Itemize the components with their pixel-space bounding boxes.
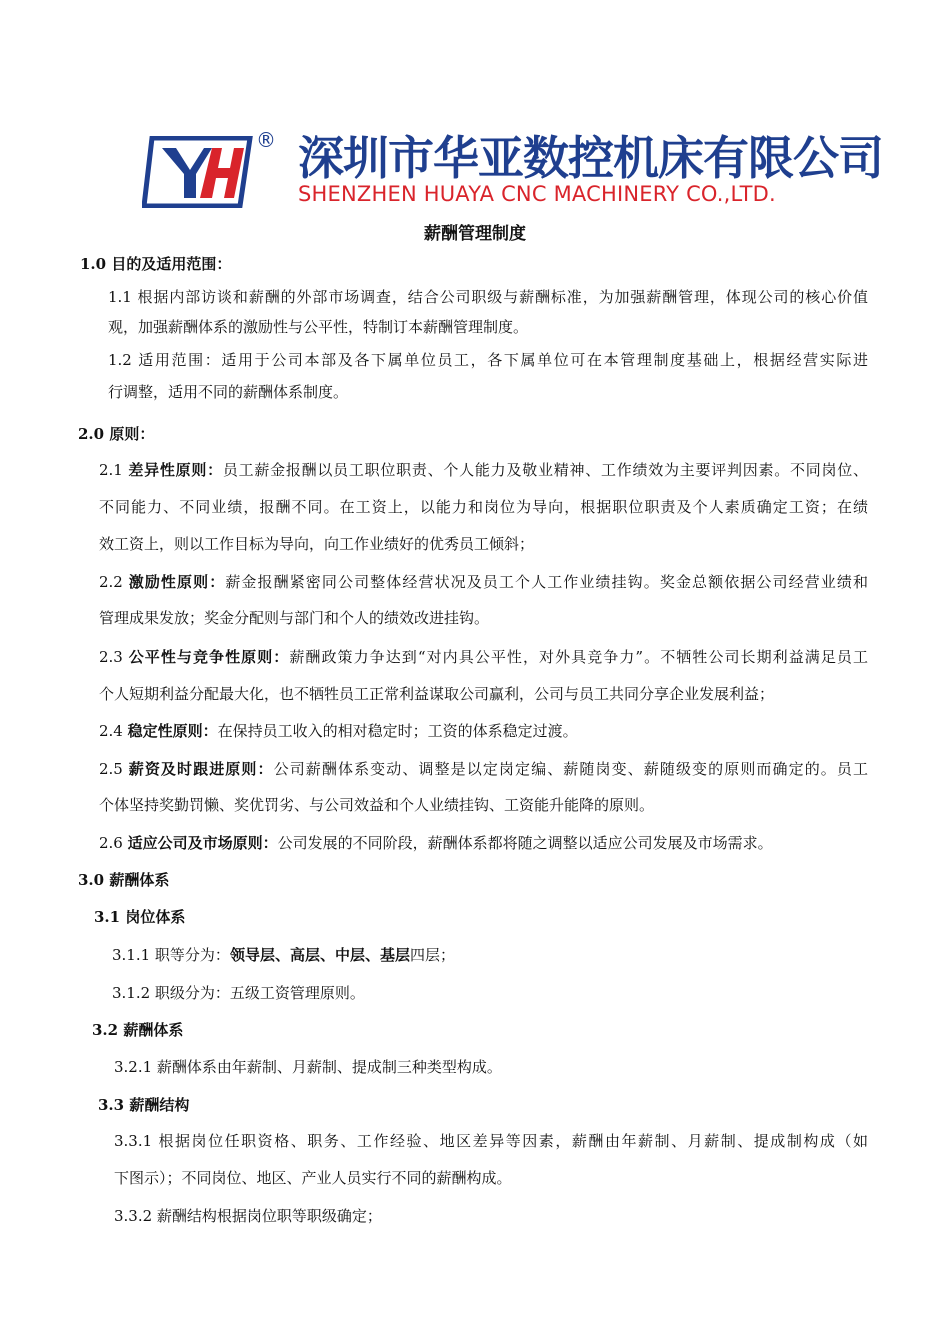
principle-name: 激励性原则：: [128, 573, 226, 591]
para-1-2-line-2: 行调整，适用不同的薪酬体系制度。: [108, 383, 349, 401]
principle-number: 2.2: [99, 573, 123, 591]
para-1-2-line-1: 1.2 适用范围：适用于公司本部及各下属单位员工，各下属单位可在本管理制度基础上，根据经营实际进: [108, 351, 868, 369]
principle-2-3-line-2: 个人短期利益分配最大化，也不牺牲员工正常利益谋取公司赢利，公司与员工共同分享企业发展利益；: [99, 685, 775, 703]
principle-number: 2.6: [99, 834, 123, 852]
principle-name: 适应公司及市场原则：: [127, 834, 278, 852]
principle-name: 差异性原则：: [128, 461, 223, 479]
item-3-3-2: 3.3.2 薪酬结构根据岗位职等职级确定；: [114, 1207, 382, 1225]
principle-number: 2.3: [99, 648, 123, 666]
principle-name: 公平性与竞争性原则：: [128, 648, 290, 666]
principle-name: 薪资及时跟进原则：: [128, 760, 274, 778]
item-3-2-1: 3.2.1 薪酬体系由年薪制、月薪制、提成制三种类型构成。: [114, 1058, 502, 1076]
section-1-heading: 1.0 目的及适用范围：: [80, 255, 232, 273]
principle-number: 2.1: [99, 461, 123, 479]
principle-2-5-line-1: [99, 758, 868, 780]
principle-2-1-line-1: [99, 459, 868, 481]
principle-2-1-line-2: 不同能力、不同业绩，报酬不同。在工资上，以能力和岗位为导向，根据职位职责及个人素质确定工资；在绩: [99, 498, 868, 516]
item-bold-text: 领导层、高层、中层、基层: [229, 946, 410, 964]
subsection-3-3-heading: 3.3 薪酬结构: [98, 1096, 190, 1114]
company-name-en: SHENZHEN HUAYA CNC MACHINERY CO.,LTD.: [298, 182, 776, 206]
subsection-3-1-heading: 3.1 岗位体系: [94, 908, 186, 926]
principle-text: 薪金报酬紧密同公司整体经营状况及员工个人工作业绩挂钩。奖金总额依据公司经营业绩和: [225, 573, 868, 591]
principle-2-5-line-2: 个体坚持奖勤罚懒、奖优罚劣、与公司效益和个人业绩挂钩、工资能升能降的原则。: [99, 796, 655, 814]
principle-text: 在保持员工收入的相对稳定时；工资的体系稳定过渡。: [217, 722, 578, 740]
principle-text: 公司发展的不同阶段，薪酬体系都将随之调整以适应公司发展及市场需求。: [277, 834, 773, 852]
section-2-heading: 2.0 原则：: [78, 425, 155, 443]
item-3-1-1: [112, 944, 455, 966]
principle-2-6-line-1: [99, 832, 773, 854]
principle-text: 公司薪酬体系变动、调整是以定岗定编、薪随岗变、薪随级变的原则而确定的。员工: [273, 760, 868, 778]
yh-logo-icon: [142, 136, 254, 208]
para-1-1-line-2: 观，加强薪酬体系的激励性与公平性，特制订本薪酬管理制度。: [108, 318, 529, 336]
principle-2-3-line-1: [99, 646, 868, 668]
principle-2-2-line-2: 管理成果发放；奖金分配则与部门和个人的绩效改进挂钩。: [99, 609, 490, 627]
principle-2-4-line-1: [99, 720, 578, 742]
item-3-3-1-line-1: 3.3.1 根据岗位任职资格、职务、工作经验、地区差异等因素，薪酬由年薪制、月薪制、提成制构成（如: [114, 1132, 868, 1150]
company-name-cn: 深圳市华亚数控机床有限公司: [298, 131, 883, 185]
principle-name: 稳定性原则：: [127, 722, 218, 740]
item-3-3-1-line-2: 下图示）；不同岗位、地区、产业人员实行不同的薪酬构成。: [114, 1169, 512, 1187]
para-1-1-line-1: 1.1 根据内部访谈和薪酬的外部市场调查，结合公司职级与薪酬标准，为加强薪酬管理，体现公司的核心价值: [108, 288, 868, 306]
subsection-3-2-heading: 3.2 薪酬体系: [92, 1021, 184, 1039]
item-text: 四层；: [409, 946, 455, 964]
principle-2-2-line-1: [99, 571, 868, 593]
principle-number: 2.4: [99, 722, 123, 740]
document-title: 薪酬管理制度: [424, 224, 526, 244]
principle-text: 员工薪金报酬以员工职位职责、个人能力及敬业精神、工作绩效为主要评判因素。不同岗位、: [222, 461, 868, 479]
item-text: 3.1.1 职等分为：: [112, 946, 230, 964]
principle-text: 薪酬政策力争达到“对内具公平性，对外具竞争力”。不牺牲公司长期利益满足员工: [289, 648, 868, 666]
section-3-heading: 3.0 薪酬体系: [78, 871, 170, 889]
principle-number: 2.5: [99, 760, 123, 778]
principle-2-1-line-3: 效工资上，则以工作目标为导向，向工作业绩好的优秀员工倾斜；: [99, 535, 535, 553]
item-3-1-2: 3.1.2 职级分为：五级工资管理原则。: [112, 984, 365, 1002]
registered-mark: ®: [256, 128, 276, 152]
